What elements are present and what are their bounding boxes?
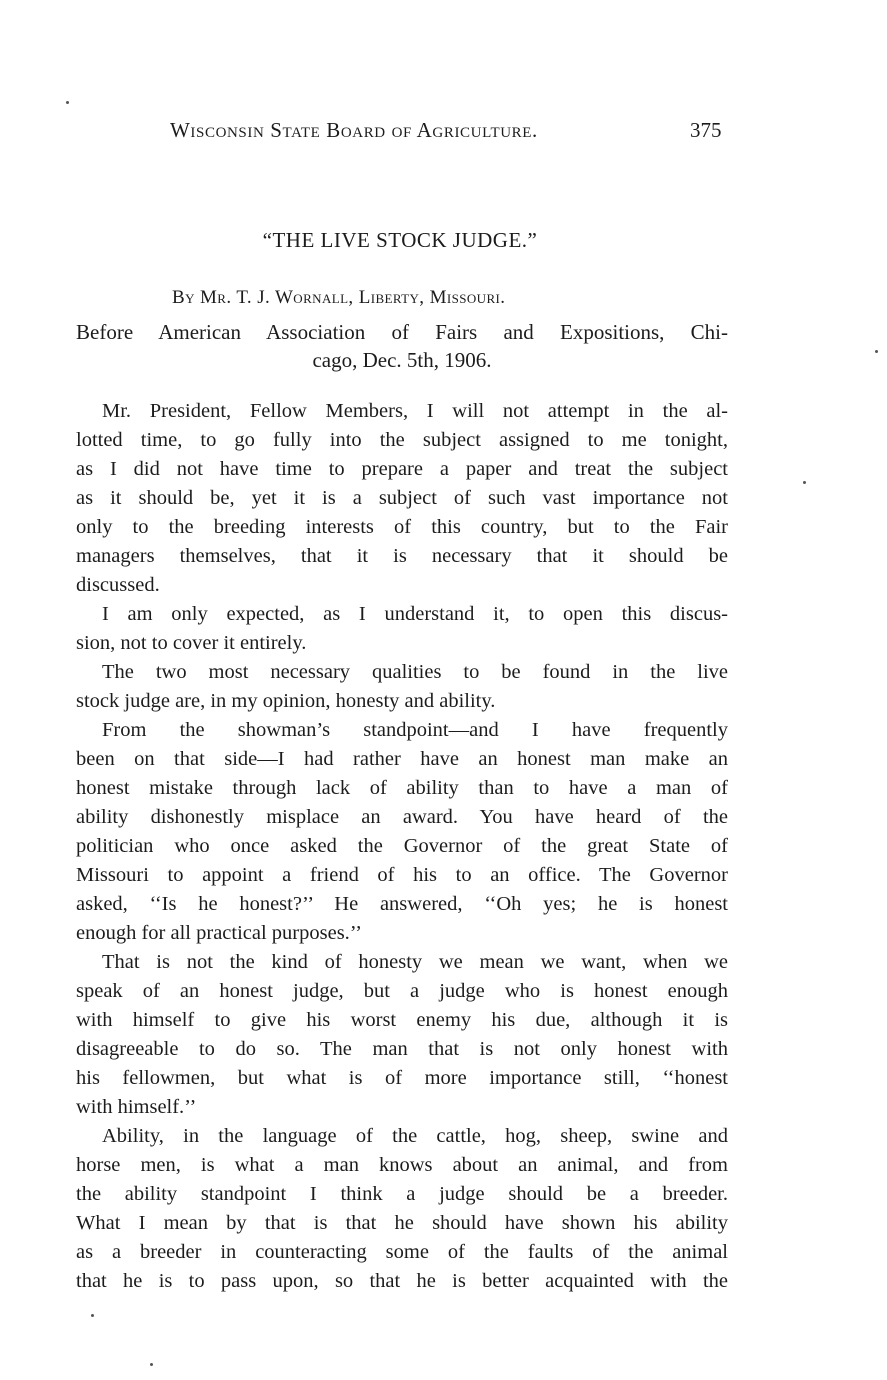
body-line: Ability, in the language of the cattle, hog, sheep, swine and bbox=[102, 1125, 728, 1147]
body-line: as it should be, yet it is a subject of such vast importance not bbox=[76, 487, 728, 509]
article-title: “THE LIVE STOCK JUDGE.” bbox=[262, 228, 538, 252]
body-line: lotted time, to go fully into the subject assigned to me tonight, bbox=[76, 429, 728, 451]
occasion-line: cago, Dec. 5th, 1906. bbox=[312, 348, 492, 372]
body-line: that he is to pass upon, so that he is better acquainted with the bbox=[76, 1270, 728, 1292]
body-line: been on that side—I had rather have an honest man make an bbox=[76, 748, 728, 770]
scan-speck bbox=[150, 1363, 153, 1366]
body-line: managers themselves, that it is necessary that it should be bbox=[76, 545, 728, 567]
body-line: asked, ‘‘Is he honest?’’ He answered, ‘‘Oh yes; he is honest bbox=[76, 893, 728, 915]
body-line: with himself.’’ bbox=[76, 1096, 197, 1118]
body-line: as I did not have time to prepare a paper and treat the subject bbox=[76, 458, 728, 480]
body-line: What I mean by that is that he should have shown his ability bbox=[76, 1212, 728, 1234]
article-byline: By Mr. T. J. Wornall, Liberty, Missouri. bbox=[172, 287, 506, 308]
body-line: The two most necessary qualities to be found in the live bbox=[102, 661, 728, 683]
page-number: 375 bbox=[690, 118, 722, 142]
body-line: as a breeder in counteracting some of the faults of the animal bbox=[76, 1241, 728, 1263]
scan-speck bbox=[803, 481, 806, 484]
article-body bbox=[76, 397, 728, 1296]
occasion-line: Before American Association of Fairs and Expositions, Chi- bbox=[76, 320, 728, 344]
body-line: disagreeable to do so. The man that is not only honest with bbox=[76, 1038, 728, 1060]
body-line: speak of an honest judge, but a judge who is honest enough bbox=[76, 980, 728, 1002]
body-line: From the showman’s standpoint—and I have frequently bbox=[102, 719, 728, 741]
body-line: with himself to give his worst enemy his due, although it is bbox=[76, 1009, 728, 1031]
scan-speck bbox=[66, 101, 69, 104]
body-line: honest mistake through lack of ability than to have a man of bbox=[76, 777, 728, 799]
body-line: Mr. President, Fellow Members, I will not attempt in the al- bbox=[102, 400, 728, 422]
body-line: Missouri to appoint a friend of his to an office. The Governor bbox=[76, 864, 728, 886]
body-line: the ability standpoint I think a judge should be a breeder. bbox=[76, 1183, 728, 1205]
body-line: I am only expected, as I understand it, to open this discus- bbox=[102, 603, 728, 625]
scan-speck bbox=[91, 1314, 94, 1317]
body-line: horse men, is what a man knows about an animal, and from bbox=[76, 1154, 728, 1176]
body-line: only to the breeding interests of this country, but to the Fair bbox=[76, 516, 728, 538]
body-line: his fellowmen, but what is of more importance still, ‘‘honest bbox=[76, 1067, 728, 1089]
article-occasion bbox=[76, 318, 728, 374]
body-line: ability dishonestly misplace an award. You have heard of the bbox=[76, 806, 728, 828]
body-line: That is not the kind of honesty we mean we want, when we bbox=[102, 951, 728, 973]
body-line: sion, not to cover it entirely. bbox=[76, 632, 307, 654]
body-line: politician who once asked the Governor of the great State of bbox=[76, 835, 728, 857]
scan-speck bbox=[875, 350, 878, 353]
body-line: discussed. bbox=[76, 574, 160, 596]
running-head: Wisconsin State Board of Agriculture. bbox=[170, 118, 538, 142]
body-line: stock judge are, in my opinion, honesty and ability. bbox=[76, 690, 496, 712]
body-line: enough for all practical purposes.’’ bbox=[76, 922, 362, 944]
